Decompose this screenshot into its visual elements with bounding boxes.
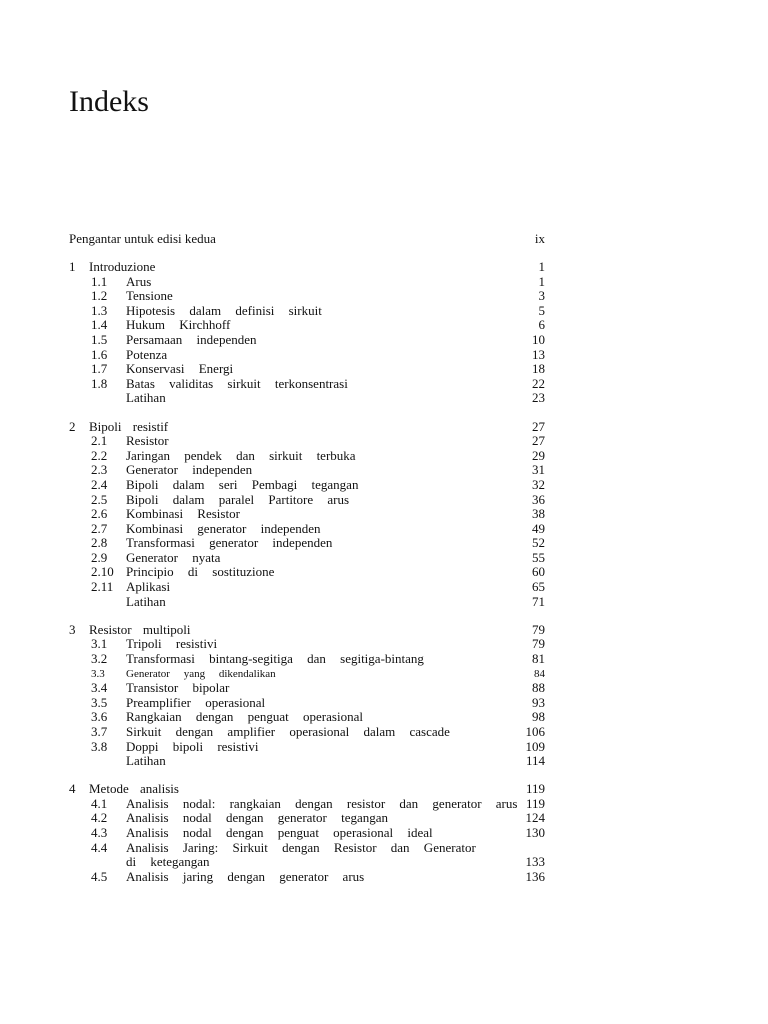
section-page: 130 [525, 824, 545, 840]
section-number: 4.4 [91, 839, 108, 855]
section-number: 2.9 [91, 549, 108, 565]
section-page: 84 [534, 667, 545, 680]
toc-section[interactable] [69, 826, 545, 841]
section-number: 2.6 [91, 506, 108, 522]
toc-section-unnumbered[interactable] [69, 855, 545, 870]
toc-spacer [69, 406, 545, 420]
toc-section[interactable] [69, 275, 545, 290]
toc-spacer [69, 247, 545, 261]
section-number: 1.4 [91, 317, 108, 333]
section-title: Hukum Kirchhoff [126, 317, 231, 333]
preface-label: Pengantar untuk edisi kedua [69, 231, 216, 246]
toc-section[interactable] [69, 507, 545, 522]
section-title: Kombinasi generator independen [126, 520, 321, 536]
toc-section[interactable] [69, 811, 545, 826]
toc-section[interactable] [69, 536, 545, 551]
chapter-page: 27 [532, 418, 545, 434]
section-page: 109 [525, 738, 545, 754]
section-title: Generator independen [126, 462, 253, 478]
chapter-number: 3 [69, 621, 76, 637]
section-number: 4.2 [91, 810, 108, 826]
section-title: Latihan [126, 390, 166, 406]
section-number: 3.7 [91, 723, 108, 739]
section-title: Potenza [126, 346, 168, 362]
toc-section[interactable] [69, 463, 545, 478]
section-title: Analisis nodal dengan generator tegangan [126, 810, 389, 826]
section-title: Transistor bipolar [126, 680, 230, 696]
section-page: 124 [525, 810, 545, 826]
toc-section[interactable] [69, 841, 545, 856]
section-page: 36 [532, 491, 545, 507]
toc-section[interactable] [69, 740, 545, 755]
chapter-title: Bipoli resistif [89, 418, 169, 434]
page-title: Indeks [69, 85, 149, 118]
preface-page: ix [534, 231, 545, 246]
section-page: 98 [532, 709, 545, 725]
section-title: Latihan [126, 753, 166, 769]
section-page: 32 [532, 476, 545, 492]
table-of-contents [69, 232, 545, 884]
section-number: 1.1 [91, 273, 108, 289]
section-title: Resistor [126, 433, 169, 449]
toc-section[interactable] [69, 449, 545, 464]
toc-section[interactable] [69, 348, 545, 363]
toc-section[interactable] [69, 304, 545, 319]
section-title: Analisis nodal: rangkaian dengan resistor dan generator arus [126, 795, 518, 811]
section-page: 79 [532, 636, 545, 652]
toc-section-unnumbered[interactable] [69, 391, 545, 406]
section-page: 88 [532, 680, 545, 696]
section-number: 2.10 [91, 564, 114, 580]
section-number: 4.1 [91, 795, 108, 811]
section-page: 10 [532, 332, 545, 348]
chapter-title: Introduzione [89, 259, 156, 275]
section-number: 1.8 [91, 375, 108, 391]
section-title: Hipotesis dalam definisi sirkuit [126, 302, 322, 318]
section-title: Bipoli dalam seri Pembagi tegangan [126, 476, 359, 492]
section-page: 136 [525, 868, 545, 884]
section-title: Generator yang dikendalikan [126, 667, 276, 680]
toc-section[interactable] [69, 565, 545, 580]
section-number: 3.6 [91, 709, 108, 725]
section-number: 3.2 [91, 650, 108, 666]
toc-section[interactable] [69, 580, 545, 595]
section-title: Analisis jaring dengan generator arus [126, 868, 365, 884]
toc-preface[interactable] [69, 232, 545, 247]
section-title: Bipoli dalam paralel Partitore arus [126, 491, 350, 507]
section-page: 106 [525, 723, 545, 739]
section-page: 81 [532, 650, 545, 666]
section-title: Aplikasi [126, 579, 171, 595]
toc-section-unnumbered[interactable] [69, 754, 545, 769]
section-title: Batas validitas sirkuit terkonsentrasi [126, 375, 348, 391]
section-page: 52 [532, 535, 545, 551]
toc-chapter[interactable] [69, 420, 545, 435]
section-number: 2.3 [91, 462, 108, 478]
toc-section[interactable] [69, 434, 545, 449]
section-title: Principio di sostituzione [126, 564, 275, 580]
chapter-title: Metode analisis [89, 781, 179, 797]
toc-section-unnumbered[interactable] [69, 595, 545, 610]
section-page: 23 [532, 390, 545, 406]
section-number: 2.5 [91, 491, 108, 507]
section-number: 1.5 [91, 332, 108, 348]
section-page: 3 [538, 288, 545, 304]
section-title: Persamaan independen [126, 332, 257, 348]
section-title: Transformasi generator independen [126, 535, 333, 551]
section-page: 27 [532, 433, 545, 449]
toc-section[interactable] [69, 652, 545, 667]
section-number: 1.6 [91, 346, 108, 362]
section-title: Rangkaian dengan penguat operasional [126, 709, 363, 725]
chapter-number: 4 [69, 781, 76, 797]
toc-chapter[interactable] [69, 260, 545, 275]
toc-chapter[interactable] [69, 782, 545, 797]
toc-section[interactable] [69, 667, 545, 682]
section-page: 22 [532, 375, 545, 391]
toc-section[interactable] [69, 493, 545, 508]
section-title: Preamplifier operasional [126, 694, 266, 710]
section-title: Analisis nodal dengan penguat operasional ideal [126, 824, 433, 840]
section-page: 38 [532, 506, 545, 522]
section-number: 2.8 [91, 535, 108, 551]
section-number: 2.7 [91, 520, 108, 536]
section-title: Tripoli resistivi [126, 636, 218, 652]
toc-section[interactable] [69, 696, 545, 711]
chapter-title: Resistor multipoli [89, 621, 191, 637]
section-page: 71 [532, 593, 545, 609]
toc-spacer [69, 769, 545, 783]
section-page: 1 [538, 273, 545, 289]
toc-section[interactable] [69, 681, 545, 696]
section-title: Arus [126, 273, 152, 289]
section-page: 5 [538, 302, 545, 318]
toc-section[interactable] [69, 725, 545, 740]
toc-spacer [69, 609, 545, 623]
toc-section[interactable] [69, 362, 545, 377]
section-title: Generator nyata [126, 549, 221, 565]
toc-section[interactable] [69, 797, 545, 812]
section-page: 65 [532, 579, 545, 595]
section-number: 2.2 [91, 447, 108, 463]
section-title: Latihan [126, 593, 166, 609]
section-number: 1.3 [91, 302, 108, 318]
chapter-number: 2 [69, 418, 76, 434]
section-page: 60 [532, 564, 545, 580]
section-number: 3.8 [91, 738, 108, 754]
section-page: 18 [532, 361, 545, 377]
toc-section[interactable] [69, 637, 545, 652]
section-number: 1.7 [91, 361, 108, 377]
section-page: 114 [525, 753, 545, 769]
section-page: 93 [532, 694, 545, 710]
section-page: 29 [532, 447, 545, 463]
section-number: 3.1 [91, 636, 108, 652]
toc-section[interactable] [69, 551, 545, 566]
section-title: Jaringan pendek dan sirkuit terbuka [126, 447, 356, 463]
toc-section[interactable] [69, 478, 545, 493]
section-number: 3.5 [91, 694, 108, 710]
section-title: di ketegangan [126, 854, 210, 870]
toc-section[interactable] [69, 289, 545, 304]
section-title: Transformasi bintang-segitiga dan segitiga-bintang [126, 650, 424, 666]
toc-section[interactable] [69, 377, 545, 392]
section-page: 133 [525, 854, 545, 870]
chapter-page: 1 [538, 259, 545, 275]
section-number: 2.1 [91, 433, 108, 449]
toc-chapter[interactable] [69, 623, 545, 638]
section-number: 4.5 [91, 868, 108, 884]
section-page: 6 [538, 317, 545, 333]
section-number: 3.3 [91, 667, 105, 680]
section-title: Doppi bipoli resistivi [126, 738, 259, 754]
section-number: 2.4 [91, 476, 108, 492]
section-number: 2.11 [91, 579, 114, 595]
section-page: 55 [532, 549, 545, 565]
chapter-number: 1 [69, 259, 76, 275]
section-number: 4.3 [91, 824, 108, 840]
section-page: 49 [532, 520, 545, 536]
section-page: 31 [532, 462, 545, 478]
section-title: Analisis Jaring: Sirkuit dengan Resistor dan Generator [126, 839, 476, 855]
section-title: Kombinasi Resistor [126, 506, 240, 522]
section-page: 119 [525, 795, 545, 811]
chapter-page: 119 [525, 781, 545, 797]
chapter-page: 79 [532, 621, 545, 637]
section-number: 1.2 [91, 288, 108, 304]
toc-section[interactable] [69, 710, 545, 725]
toc-section[interactable] [69, 333, 545, 348]
section-title: Tensione [126, 288, 173, 304]
section-title: Sirkuit dengan amplifier operasional dalam cascade [126, 723, 450, 739]
toc-section[interactable] [69, 522, 545, 537]
section-page: 13 [532, 346, 545, 362]
section-number: 3.4 [91, 680, 108, 696]
toc-section[interactable] [69, 318, 545, 333]
section-title: Konservasi Energi [126, 361, 234, 377]
toc-section[interactable] [69, 870, 545, 885]
